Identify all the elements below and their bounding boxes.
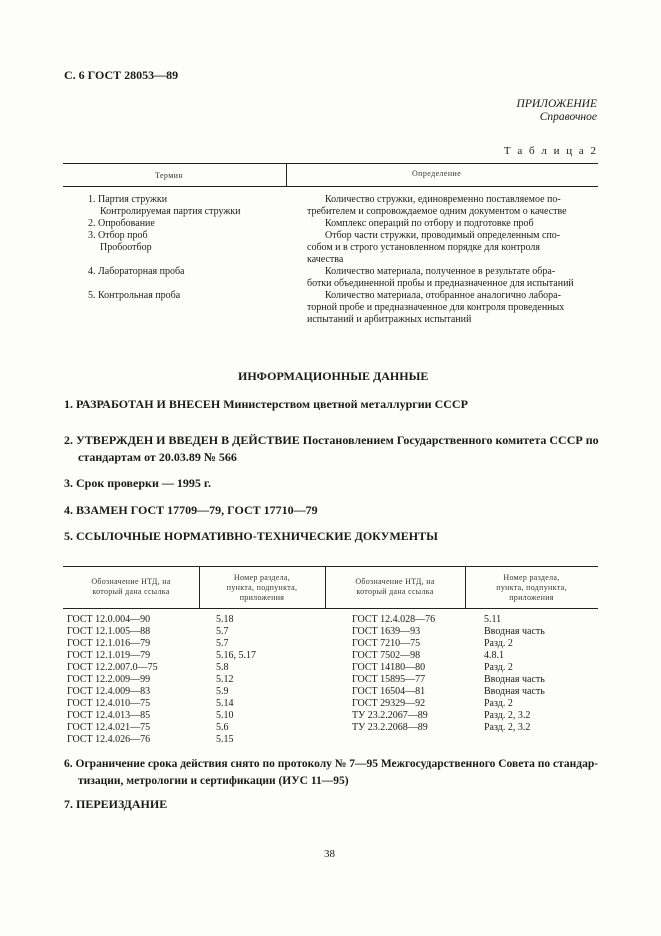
ref-header-line: пункта, подпункта,: [226, 583, 298, 592]
ref-cell: ГОСТ 12.1.005—88: [67, 626, 151, 637]
ref-cell: Вводная часть: [484, 626, 545, 637]
ref-cell: ГОСТ 12.2.009—99: [67, 674, 151, 685]
info-item-1: 1. РАЗРАБОТАН И ВНЕСЕН Министерством цветной металлургии СССР: [64, 397, 468, 411]
ref-cell: 5.18: [216, 614, 234, 625]
ref-cell: ГОСТ 14180—80: [352, 662, 426, 673]
definition-line: требителем и сопровождаемое одним документом о качестве: [307, 206, 567, 217]
info-item-5: 5. ССЫЛОЧНЫЕ НОРМАТИВНО-ТЕХНИЧЕСКИЕ ДОКУМЕНТЫ: [64, 529, 438, 543]
info-item-2-cont: стандартам от 20.03.89 № 566: [78, 450, 237, 464]
ref-cell: 5.10: [216, 710, 234, 721]
ref-right-doc-column: [352, 614, 435, 734]
definition-line: испытаний и арбитражных испытаний: [307, 314, 472, 325]
ref-header-line: Номер раздела,: [233, 573, 291, 582]
ref-cell: 5.6: [216, 722, 229, 733]
appendix-subtitle: Справочное: [539, 111, 597, 123]
ref-header-section-right: [465, 573, 598, 603]
info-title: ИНФОРМАЦИОННЫЕ ДАННЫЕ: [238, 369, 429, 383]
definition-line: ботки объединенной пробы и предназначенное для испытаний: [307, 278, 574, 289]
table-caption: Т а б л и ц а 2: [503, 145, 598, 157]
ref-table-header-rule: [63, 608, 598, 609]
appendix-title: ПРИЛОЖЕНИЕ: [516, 98, 597, 110]
ref-cell: ГОСТ 12.4.026—76: [67, 734, 151, 745]
term-1a: Контролируемая партия стружки: [100, 206, 241, 217]
definition-line: торной пробе и предназначенное для контроля проведенных: [307, 302, 565, 313]
ref-header-line: который дана ссылка: [92, 587, 170, 596]
ref-header-line: пункта, подпункта,: [496, 583, 567, 592]
term-4: 4. Лабораторная проба: [88, 266, 185, 277]
ref-cell: 5.8: [216, 662, 229, 673]
ref-header-line: приложения: [239, 593, 285, 602]
ref-header-line: Номер раздела,: [503, 573, 560, 582]
ref-cell: 5.14: [216, 698, 234, 709]
definition-line: Количество стружки, единовременно поставляемое по-: [325, 194, 561, 205]
term-2: 2. Опробование: [88, 218, 155, 229]
ref-header-line: Обозначение НТД, на: [355, 577, 435, 586]
ref-left-doc-column: [67, 614, 158, 746]
info-item-6: 6. Ограничение срока действия снято по протоколу № 7—95 Межгосударственного Совета по стандар-: [64, 758, 599, 770]
ref-cell: ГОСТ 7502—98: [352, 650, 421, 661]
ref-cell: Разд. 2: [484, 662, 513, 673]
ref-cell: 5.16, 5.17: [216, 650, 256, 661]
ref-table-top-rule: [63, 566, 598, 567]
ref-cell: Вводная часть: [484, 674, 545, 685]
ref-cell: ТУ 23.2.2067—89: [352, 710, 428, 721]
definition-line: собом и в строго установленном порядке для контроля: [307, 242, 541, 253]
ref-cell: ГОСТ 12.4.021—75: [67, 722, 151, 733]
definition-line: Отбор части стружки, проводимый определенным спо-: [325, 230, 561, 241]
ref-header-line: приложения: [509, 593, 554, 602]
ref-cell: ГОСТ 12.2.007.0—75: [67, 662, 158, 673]
definitions-column: [307, 194, 597, 326]
ref-cell: ГОСТ 12.4.010—75: [67, 698, 151, 709]
info-item-4: 4. ВЗАМЕН ГОСТ 17709—79, ГОСТ 17710—79: [64, 503, 318, 517]
page-header: С. 6 ГОСТ 28053—89: [64, 68, 179, 82]
ref-cell: ГОСТ 12.4.009—83: [67, 686, 151, 697]
info-item-7: 7. ПЕРЕИЗДАНИЕ: [64, 797, 168, 811]
ref-header-section-left: [199, 573, 325, 603]
definition-line: Количество материала, полученное в результате обра-: [325, 266, 556, 277]
ref-cell: 5.15: [216, 734, 234, 745]
ref-cell: 5.9: [216, 686, 229, 697]
ref-header-line: который дана ссылка: [356, 587, 434, 596]
ref-cell: ГОСТ 12.4.028—76: [352, 614, 436, 625]
ref-cell: ГОСТ 12.0.004—90: [67, 614, 151, 625]
table2-column-divider: [286, 163, 287, 186]
ref-cell: ГОСТ 29329—92: [352, 698, 426, 709]
ref-cell: 4.8.1: [484, 650, 504, 661]
ref-cell: Вводная часть: [484, 686, 545, 697]
ref-cell: 5.7: [216, 626, 229, 637]
ref-cell: ГОСТ 1639—93: [352, 626, 421, 637]
info-item-2: 2. УТВЕРЖДЕН И ВВЕДЕН В ДЕЙСТВИЕ Постановлением Государственного комитета СССР по: [64, 433, 599, 447]
table2-header-rule: [63, 186, 598, 187]
ref-cell: 5.7: [216, 638, 229, 649]
definition-line: Количество материала, отобранное аналогично лабора-: [325, 290, 561, 301]
table2-top-rule: [63, 163, 598, 164]
term-3a: Пробоотбор: [100, 242, 152, 253]
ref-header-line: Обозначение НТД, на: [91, 577, 171, 586]
ref-cell: ТУ 23.2.2068—89: [352, 722, 428, 733]
info-item-6-cont: тизации, метрологии и сертификации (ИУС 11—95): [78, 775, 349, 787]
ref-header-doc-left: [63, 577, 199, 597]
ref-right-section-column: [484, 614, 545, 734]
ref-cell: ГОСТ 12.1.019—79: [67, 650, 151, 661]
ref-left-section-column: [216, 614, 256, 746]
ref-cell: Разд. 2: [484, 698, 513, 709]
ref-cell: Разд. 2, 3.2: [484, 722, 531, 733]
ref-cell: 5.12: [216, 674, 234, 685]
ref-header-doc-right: [325, 577, 465, 597]
table2-header-term: Термин: [155, 171, 184, 180]
ref-cell: ГОСТ 7210—75: [352, 638, 421, 649]
definition-line: Комплекс операций по отбору и подготовке проб: [325, 218, 534, 229]
ref-cell: ГОСТ 16504—81: [352, 686, 426, 697]
info-item-3: 3. Срок проверки — 1995 г.: [64, 476, 211, 490]
term-1: 1. Партия стружки: [88, 194, 168, 205]
ref-cell: 5.11: [484, 614, 502, 625]
term-3: 3. Отбор проб: [88, 230, 148, 241]
definition-line: качества: [307, 254, 344, 265]
ref-cell: Разд. 2: [484, 638, 513, 649]
ref-cell: ГОСТ 12.1.016—79: [67, 638, 151, 649]
page-number: 38: [324, 848, 335, 860]
term-5: 5. Контрольная проба: [88, 290, 181, 301]
table2-header-definition: Определение: [412, 169, 462, 178]
ref-cell: Разд. 2, 3.2: [484, 710, 531, 721]
ref-cell: ГОСТ 12.4.013—85: [67, 710, 151, 721]
ref-cell: ГОСТ 15895—77: [352, 674, 426, 685]
